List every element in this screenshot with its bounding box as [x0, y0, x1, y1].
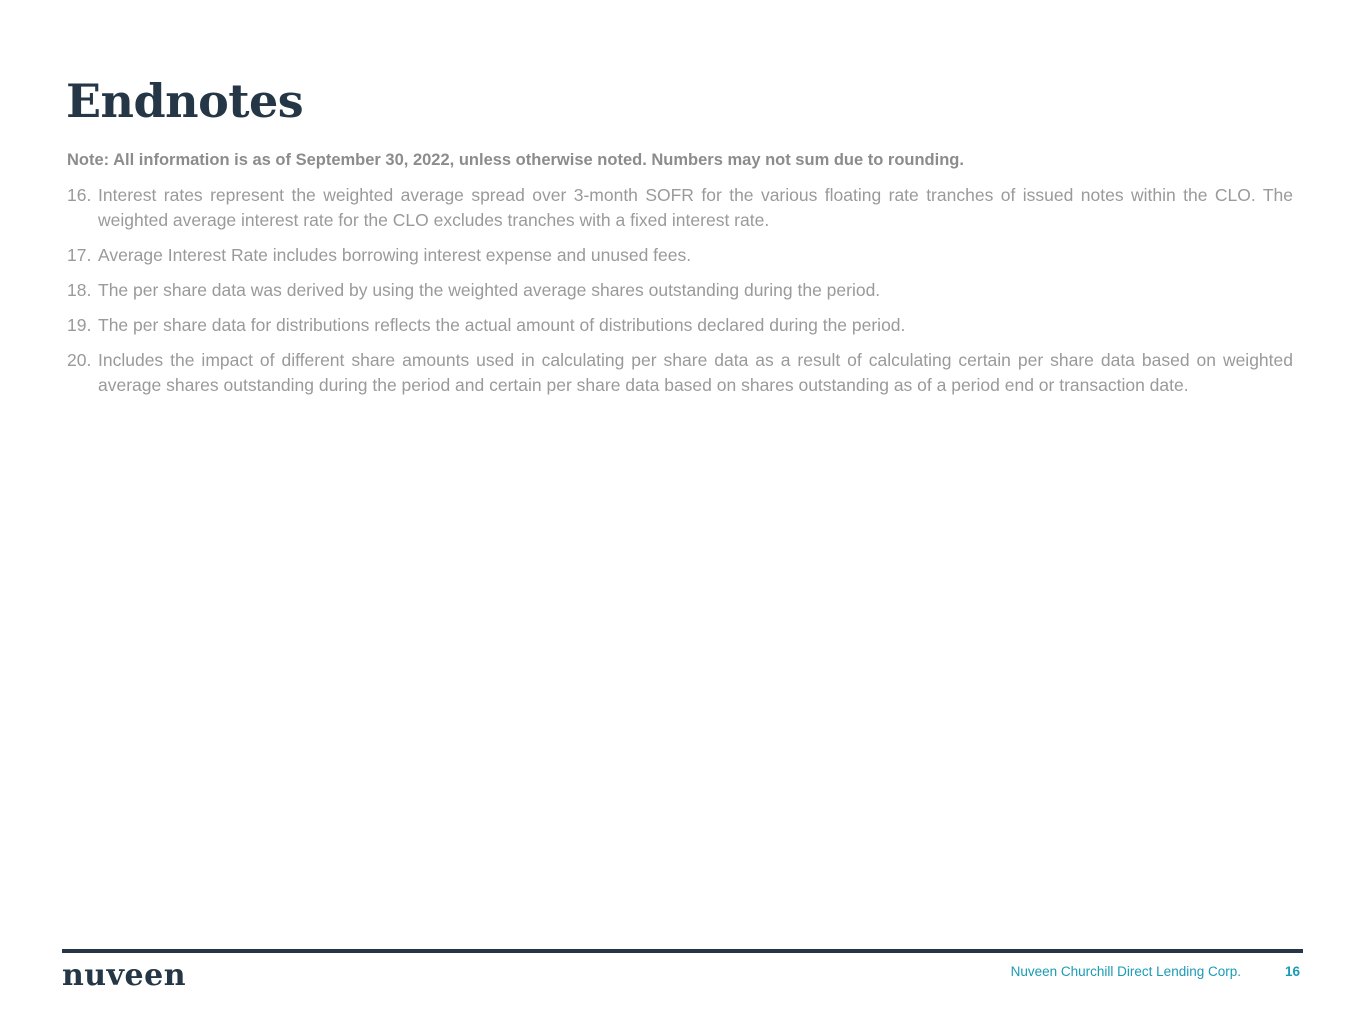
page-number: 16 — [1284, 964, 1300, 979]
endnote-text: Interest rates represent the weighted average spread over 3-month SOFR for the various floating rate tranches of issued notes within the CLO. The weighted average interest rate for the CLO excludes tranches with a fixed interest rate. — [98, 185, 1293, 230]
endnote-text: The per share data for distributions reflects the actual amount of distributions declared during the period. — [98, 315, 906, 335]
endnote-number: 16. — [67, 185, 92, 205]
endnote-item — [67, 313, 1293, 338]
endnote-item — [67, 243, 1293, 268]
endnote-item — [67, 183, 1293, 233]
nuveen-logo: nuveen — [62, 958, 187, 993]
endnote-text: Average Interest Rate includes borrowing interest expense and unused fees. — [98, 245, 692, 265]
endnote-item — [67, 348, 1293, 398]
endnote-item — [67, 278, 1293, 303]
endnote-text: Includes the impact of different share amounts used in calculating per share data as a result of calculating certain per share data based on weighted average shares outstanding during the period and certain per share data based on shares outstanding as of a period end or transaction date. — [98, 350, 1293, 395]
endnote-number: 19. — [67, 315, 92, 335]
endnotes-list — [67, 183, 1293, 408]
page-title: Endnotes — [66, 74, 304, 128]
footer-company-name: Nuveen Churchill Direct Lending Corp. — [1010, 964, 1241, 979]
endnote-number: 17. — [67, 245, 92, 265]
footer-divider — [62, 949, 1303, 953]
endnote-text: The per share data was derived by using the weighted average shares outstanding during the period. — [98, 280, 881, 300]
rounding-note: Note: All information is as of September 30, 2022, unless otherwise noted. Numbers may not sum due to rounding. — [67, 151, 964, 169]
endnote-number: 20. — [67, 350, 92, 370]
endnote-number: 18. — [67, 280, 92, 300]
